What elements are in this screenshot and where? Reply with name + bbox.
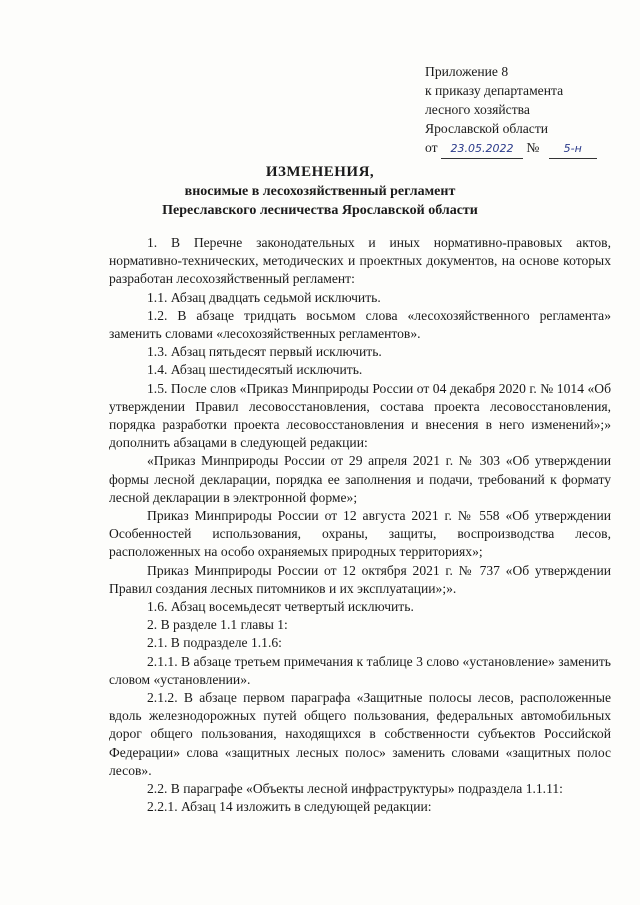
handwritten-date: 23.05.2022 xyxy=(441,139,523,159)
appendix-header xyxy=(425,62,597,159)
appendix-line-4: Ярославской области xyxy=(425,121,549,136)
paragraph: 2.2. В параграфе «Объекты лесной инфраструктуры» подраздела 1.1.11: xyxy=(147,781,563,797)
appendix-line-1: Приложение 8 xyxy=(425,64,509,79)
title-line-2: вносимые в лесохозяйственный регламент xyxy=(184,184,456,199)
title-line-3: Переславского лесничества Ярославской области xyxy=(162,203,478,218)
paragraph: 2. В разделе 1.1 главы 1: xyxy=(147,617,288,633)
title-line-1: ИЗМЕНЕНИЯ, xyxy=(265,164,375,180)
paragraph: 2.1. В подразделе 1.1.6: xyxy=(147,635,282,651)
document-title xyxy=(0,163,640,220)
number-prefix: № xyxy=(526,140,540,155)
paragraph: Приказ Минприроды России от 12 октября 2021 г. № 737 «Об утверждении Правил создания лесных питомников и их эксплуатации»;». xyxy=(109,562,611,596)
paragraph: «Приказ Минприроды России от 29 апреля 2021 г. № 303 «Об утверждении формы лесной декларации, порядка ее заполнения и подачи, требований к формату лесной декларации в электронной форме»; xyxy=(109,453,611,505)
paragraph: 1. В Перечне законодательных и иных нормативно-правовых актов, нормативно-технических, методических и проектных документов, на основе которых разработан лесохозяйственный регламент: xyxy=(109,235,611,287)
paragraph: 1.1. Абзац двадцать седьмой исключить. xyxy=(147,289,381,305)
document-body xyxy=(109,234,611,817)
handwritten-number: 5-н xyxy=(549,139,597,159)
appendix-date-line xyxy=(425,138,597,159)
paragraph: 2.1.2. В абзаце первом параграфа «Защитные полосы лесов, расположенные вдоль железнодорожных путей общего пользования, федеральных автомобильных дорог общего пользования, находящихся в собственности субъектов Российской Федерации» слова «защитных лесных полос» заменить словами «защитных полос лесов». xyxy=(109,690,611,778)
date-prefix: от xyxy=(425,140,438,155)
paragraph: 1.5. После слов «Приказ Минприроды России от 04 декабря 2020 г. № 1014 «Об утверждении Правил лесовосстановления, состава проекта лесовосстановления, порядка разработки проекта лесовосстановления и внесения в него изменений»;» дополнить абзацами в следующей редакции: xyxy=(109,380,611,451)
paragraph: 1.2. В абзаце тридцать восьмом слова «лесохозяйственного регламента» заменить словами «лесохозяйственных регламентов». xyxy=(109,307,611,342)
paragraph: 1.6. Абзац восемьдесят четвертый исключить. xyxy=(147,599,414,615)
appendix-line-3: лесного хозяйства xyxy=(425,102,530,117)
paragraph: 2.2.1. Абзац 14 изложить в следующей редакции: xyxy=(147,799,432,815)
paragraph: Приказ Минприроды России от 12 августа 2021 г. № 558 «Об утверждении Особенностей использования, охраны, защиты, воспроизводства лесов, расположенных на особо охраняемых природных территориях»; xyxy=(109,508,611,560)
paragraph: 2.1.1. В абзаце третьем примечания к таблице 3 слово «установление» заменить словом «установлении». xyxy=(109,653,611,687)
paragraph: 1.4. Абзац шестидесятый исключить. xyxy=(147,362,363,378)
paragraph: 1.3. Абзац пятьдесят первый исключить. xyxy=(147,344,382,360)
appendix-line-2: к приказу департамента xyxy=(425,83,564,98)
